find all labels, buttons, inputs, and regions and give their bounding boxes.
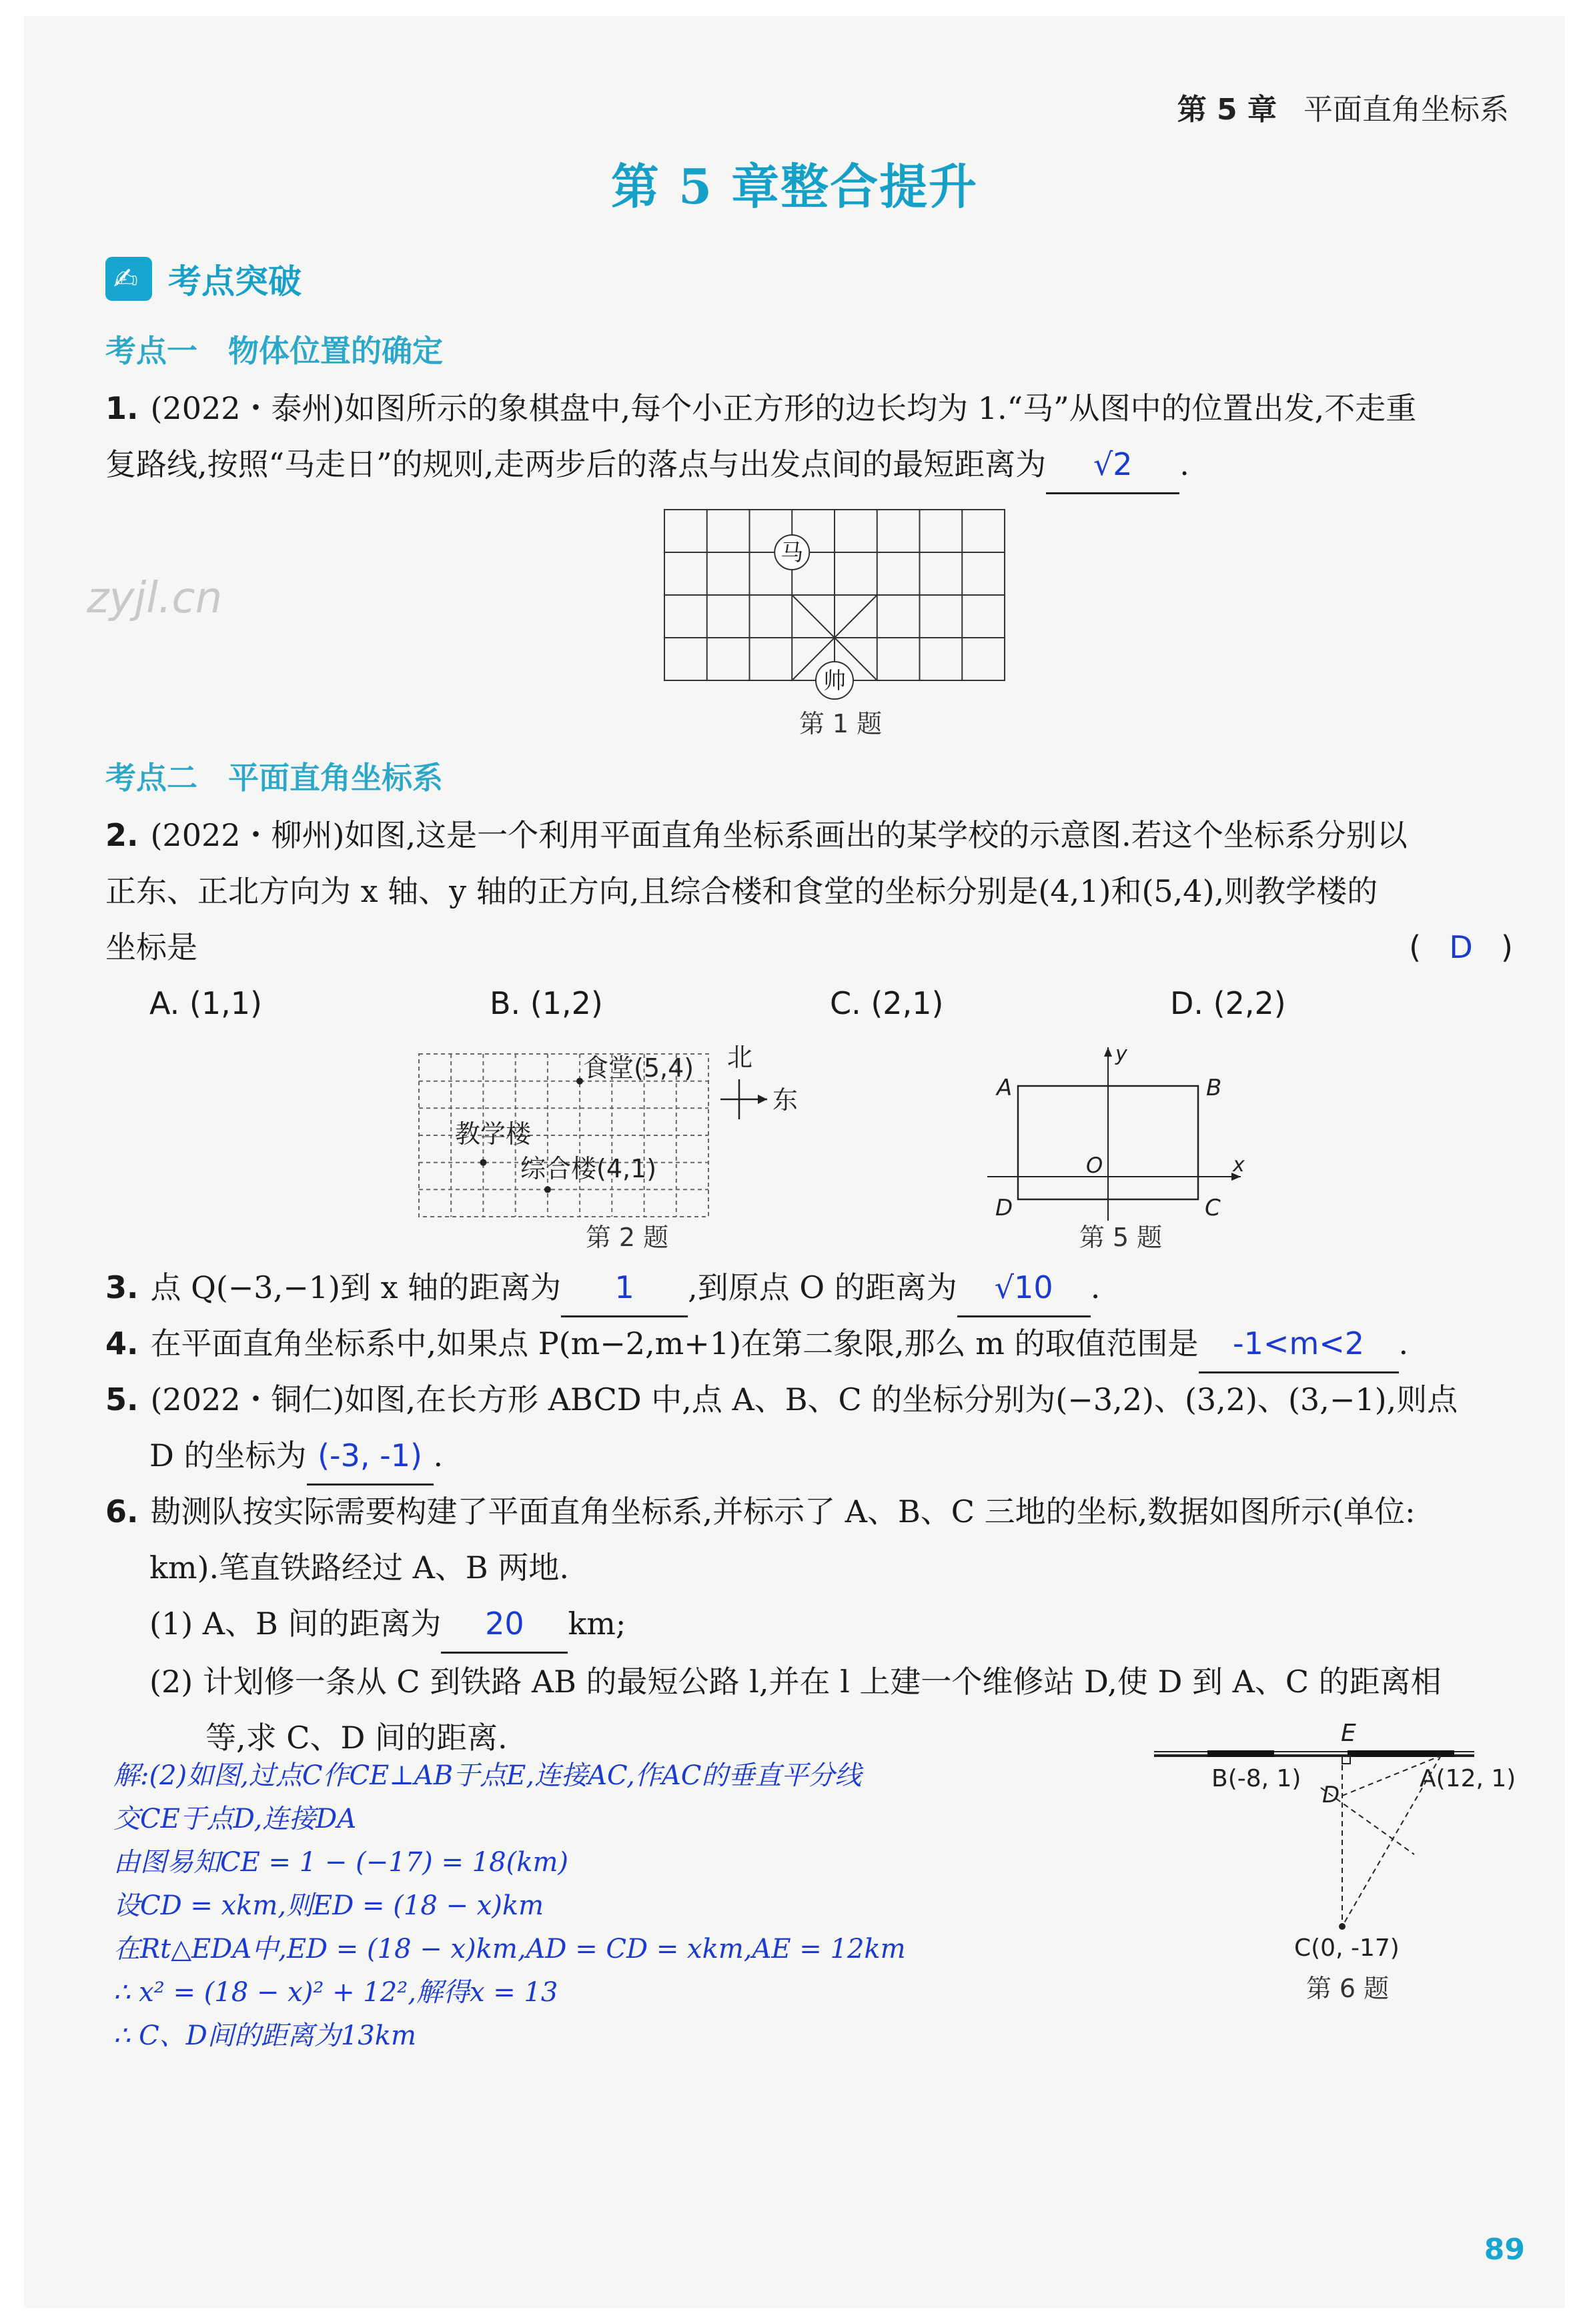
- topic-1-heading: 考点一 物体位置的确定: [105, 333, 443, 369]
- solution-line: 由图易知CE = 1 − (−17) = 18(km): [113, 1847, 568, 1878]
- solution-line: 交CE于点D,连接DA: [113, 1804, 357, 1834]
- choice-answer: D: [1449, 929, 1473, 965]
- question-number: 1.: [105, 390, 139, 426]
- solution-line: 解:(2)如图,过点C作CE⊥AB于点E,连接AC,作AC的垂直平分线: [113, 1760, 862, 1791]
- pen-icon: ✍: [105, 257, 152, 301]
- chapter-header: [1177, 85, 1509, 128]
- option-b: B. (1,2): [490, 985, 603, 1021]
- answer-blank: √2: [1046, 436, 1179, 494]
- question-number: 5.: [105, 1381, 139, 1417]
- horse-label: 马: [780, 540, 804, 566]
- question-text: km).笔直铁路经过 A、B 两地.: [149, 1550, 569, 1586]
- punctuation: .: [1090, 1269, 1101, 1305]
- subquestion-2: (2) 计划修一条从 C 到铁路 AB 的最短公路 l,并在 l 上建一个维修站 D,使 D 到 A、C 的距离相: [149, 1664, 1442, 1700]
- teaching-building-label: 教学楼: [455, 1119, 532, 1149]
- question-text: 复路线,按照“马走日”的规则,走两步后的落点与出发点间的最短距离为: [105, 446, 1047, 482]
- question-number: 6.: [105, 1494, 139, 1530]
- general-label: 帅: [823, 668, 846, 694]
- question-text: (2022・柳州)如图,这是一个利用平面直角坐标系画出的某学校的示意图.若这个坐标系分别以: [150, 817, 1408, 853]
- north-label: 北: [727, 1043, 753, 1072]
- question-text: ,到原点 O 的距离为: [688, 1269, 957, 1305]
- unit-text: km;: [568, 1606, 626, 1642]
- railway-segment: [1348, 1750, 1454, 1757]
- origin-label: O: [1086, 1153, 1103, 1178]
- solution-line: 在Rt△EDA中,ED = (18 − x)km,AD = CD = xkm,AE = 12km: [113, 1934, 906, 1964]
- railway-segment: [1207, 1750, 1274, 1757]
- answer-blank: √10: [957, 1259, 1091, 1317]
- point-c-label: C(0, -17): [1294, 1934, 1400, 1962]
- answer-blank: 1: [561, 1259, 688, 1317]
- complex-building-label: 综合楼(4,1): [520, 1154, 657, 1183]
- paren-open: (: [1409, 929, 1422, 965]
- point-c: [1339, 1923, 1346, 1930]
- question-1: [105, 380, 1520, 494]
- page-title: 第 5 章整合提升: [610, 158, 979, 215]
- x-axis-label: x: [1233, 1153, 1245, 1177]
- solution-line: ∴ C、D间的距离为13km: [113, 2020, 416, 2051]
- point-a-label: A: [997, 1075, 1013, 1101]
- figure-2-caption: 第 2 题: [585, 1223, 669, 1252]
- punctuation: .: [433, 1437, 444, 1474]
- point-d-label: D: [995, 1195, 1013, 1221]
- option-d: D. (2,2): [1170, 985, 1286, 1021]
- paren-close: ): [1501, 929, 1513, 965]
- point-b-label: B: [1206, 1075, 1222, 1101]
- section-title: 考点突破: [168, 262, 302, 301]
- section-heading: [105, 255, 302, 303]
- question-text: 在平面直角坐标系中,如果点 P(m−2,m+1)在第二象限,那么 m 的取值范围是: [150, 1325, 1199, 1361]
- question-number: 3.: [105, 1269, 139, 1305]
- question-text: (2022・泰州)如图所示的象棋盘中,每个小正方形的边长均为 1.“马”从图中的位置出发,不走重: [150, 390, 1417, 426]
- east-arrow-icon: [758, 1095, 767, 1104]
- point-a-label: A(12, 1): [1420, 1765, 1516, 1792]
- option-c: C. (2,1): [830, 985, 944, 1021]
- question-text: 勘测队按实际需要构建了平面直角坐标系,并标示了 A、B、C 三地的坐标,数据如图所示(单位:: [150, 1494, 1416, 1530]
- rectangle-figure: [987, 1041, 1254, 1227]
- y-arrow-icon: [1104, 1047, 1112, 1057]
- question-5: [105, 1371, 1520, 1486]
- punctuation: .: [1179, 446, 1189, 482]
- question-text: 正东、正北方向为 x 轴、y 轴的正方向,且综合楼和食堂的坐标分别是(4,1)和(5,4),则教学楼的: [105, 873, 1378, 909]
- solution-line: ∴ x² = (18 − x)² + 12²,解得x = 13: [113, 1977, 558, 2008]
- figure-5-caption: 第 5 题: [1079, 1223, 1163, 1252]
- canteen-label: 食堂(5,4): [583, 1053, 694, 1083]
- school-map-figure: [414, 1034, 814, 1227]
- watermark: zyjl.cn: [87, 574, 223, 623]
- point-c-label: C: [1205, 1195, 1221, 1221]
- figure-6-caption: 第 6 题: [1305, 1974, 1390, 2003]
- question-text: 点 Q(−3,−1)到 x 轴的距离为: [150, 1269, 562, 1305]
- answer-blank: (-3, -1): [307, 1427, 434, 1486]
- question-number: 4.: [105, 1325, 139, 1361]
- east-label: 东: [772, 1085, 799, 1115]
- subquestion-1: (1) A、B 间的距离为: [149, 1606, 442, 1642]
- railway-figure: [1147, 1721, 1521, 1974]
- canteen-point: [576, 1078, 583, 1085]
- chapter-title: 平面直角坐标系: [1303, 93, 1509, 127]
- chapter-number: 第 5 章: [1177, 93, 1277, 127]
- complex-building-point: [544, 1186, 551, 1193]
- page-number: 89: [1484, 2233, 1525, 2267]
- chessboard-figure: [660, 507, 1014, 707]
- teaching-building-point: [480, 1159, 486, 1166]
- question-text: (2022・铜仁)如图,在长方形 ABCD 中,点 A、B、C 的坐标分别为(−3,2)、(3,2)、(3,−1),则点: [150, 1381, 1458, 1417]
- options-row: [105, 975, 1520, 1031]
- topic-2-heading: 考点二 平面直角坐标系: [105, 760, 443, 796]
- answer-blank: -1<m<2: [1199, 1315, 1399, 1373]
- point-d-label: D: [1322, 1782, 1340, 1808]
- question-text: D 的坐标为: [149, 1437, 307, 1474]
- y-axis-label: y: [1115, 1043, 1127, 1066]
- figure-1-caption: 第 1 题: [799, 709, 883, 738]
- question-text: 坐标是: [105, 929, 197, 965]
- answer-bracket: [1409, 919, 1513, 975]
- question-3: [105, 1259, 1520, 1317]
- solution-block: [113, 1754, 906, 2058]
- answer-blank: 20: [441, 1596, 568, 1654]
- punctuation: .: [1398, 1325, 1409, 1361]
- point-b-label: B(-8, 1): [1211, 1765, 1301, 1792]
- question-4: [105, 1315, 1520, 1373]
- question-2: [105, 807, 1520, 1031]
- question-number: 2.: [105, 817, 139, 853]
- point-e-label: E: [1341, 1721, 1356, 1747]
- solution-line: 设CD = xkm,则ED = (18 − x)km: [113, 1890, 544, 1921]
- option-a: A. (1,1): [149, 985, 262, 1021]
- subquestion-2-cont: 等,求 C、D 间的距离.: [205, 1720, 508, 1756]
